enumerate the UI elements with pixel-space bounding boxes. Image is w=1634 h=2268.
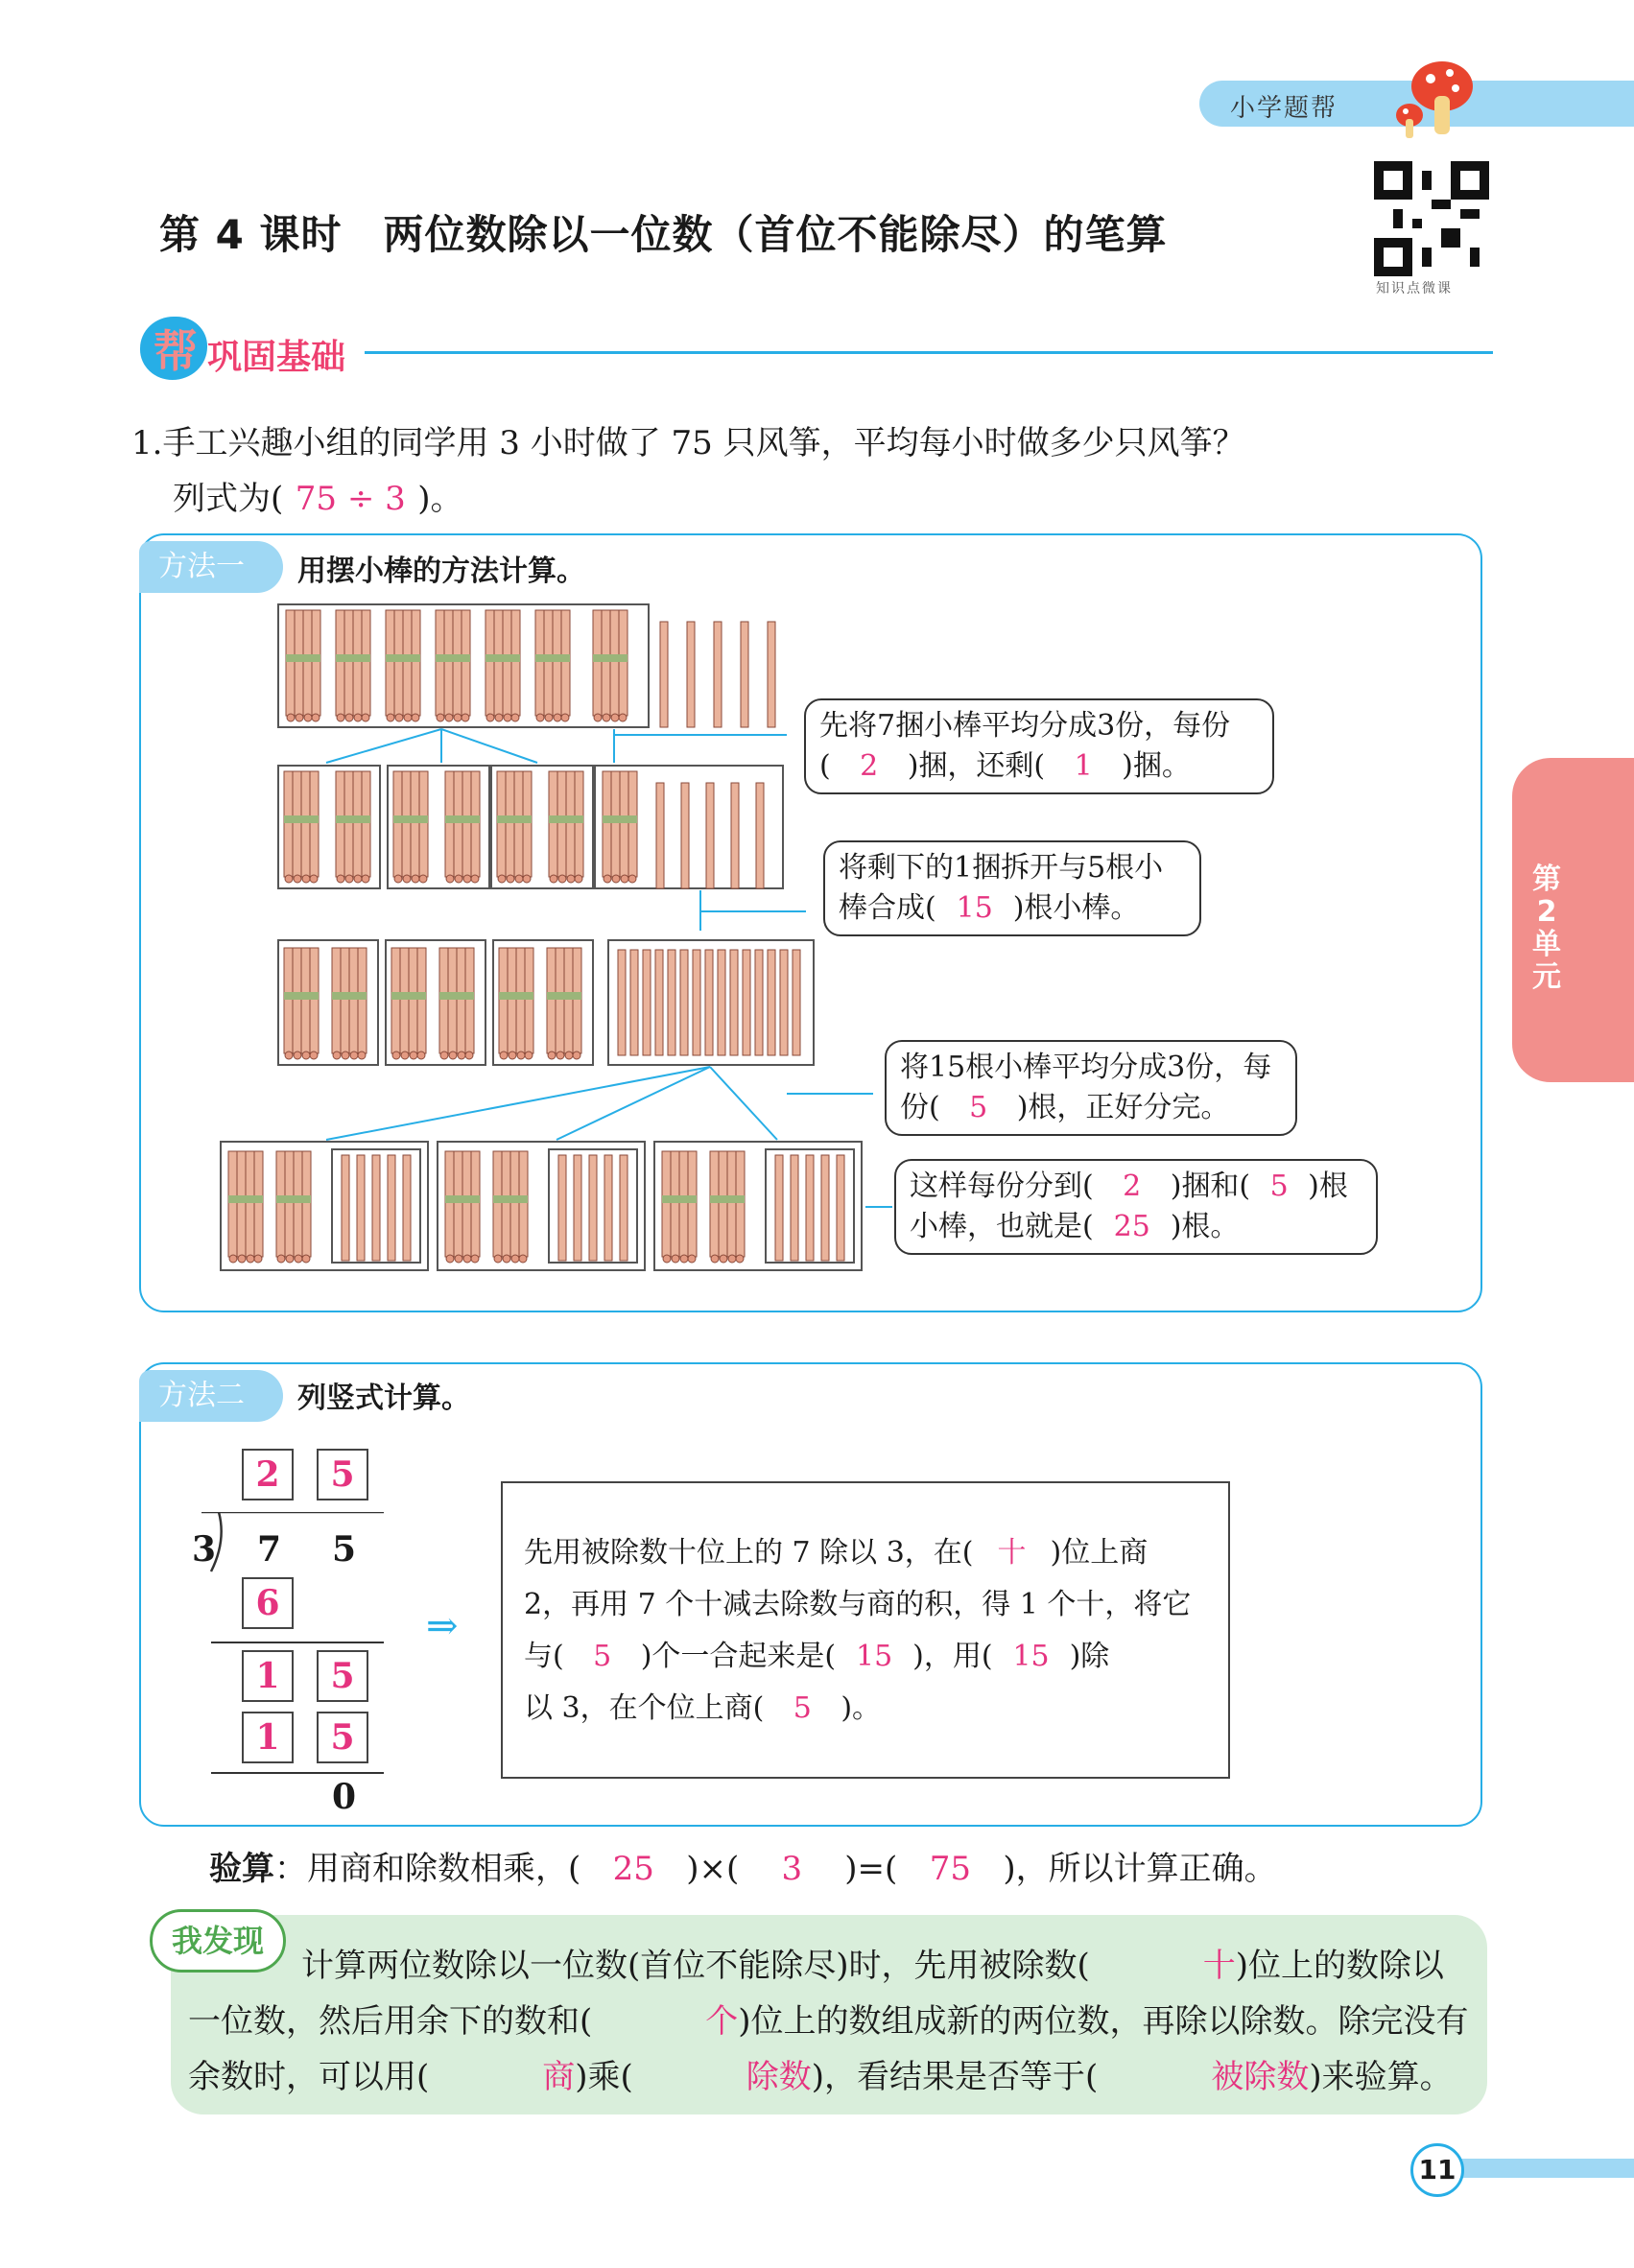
- answer-ones-quotient[interactable]: 5: [793, 1691, 812, 1725]
- page-band: [1439, 2159, 1634, 2178]
- method2-tab: 方法二: [139, 1370, 283, 1422]
- section-icon-char: 帮: [154, 325, 198, 377]
- unit-label: 第2单元: [1532, 862, 1561, 994]
- answer-sticks-each[interactable]: 5: [969, 1091, 988, 1124]
- method2-desc: 列竖式计算。: [297, 1382, 470, 1415]
- answer-sticks-share[interactable]: 5: [1269, 1169, 1289, 1203]
- check-line: 验算：用商和除数相乘，( 25 )×( 3 )=( 75 )，所以计算正确。: [209, 1850, 1277, 1888]
- answer-ones-count[interactable]: 5: [593, 1640, 612, 1673]
- step3-ones-box[interactable]: 5: [317, 1712, 368, 1763]
- answer-bundles-each[interactable]: 2: [860, 749, 879, 783]
- discover-badge: 我发现: [150, 1909, 286, 1973]
- answer-place-tens[interactable]: 十: [997, 1536, 1027, 1570]
- step3-tens-box[interactable]: 1: [242, 1712, 294, 1763]
- section-divider: [365, 351, 1493, 354]
- discover-tens[interactable]: 十: [1202, 1947, 1236, 1985]
- discover-divisor[interactable]: 除数: [746, 2058, 812, 2096]
- method1-desc: 用摆小棒的方法计算。: [297, 555, 585, 588]
- answer-divide-num[interactable]: 15: [1012, 1640, 1050, 1673]
- answer-sticks-total[interactable]: 15: [956, 891, 993, 925]
- page-number: 11: [1410, 2143, 1464, 2197]
- explain-box: 先用被除数十位上的 7 除以 3，在( 十 )位上商 2，再用 7 个十减去除数与商的积，得 1 个十，将它 与( 5 )个一合起来是( 15 )，用( 15 )除 以 3，在个位上商( 5 )。: [501, 1481, 1230, 1779]
- method1-tab: 方法一: [139, 541, 283, 593]
- step2-tens-box[interactable]: 1: [242, 1650, 294, 1702]
- mushroom-icon: [1396, 58, 1473, 144]
- discover-quotient[interactable]: 商: [542, 2058, 576, 2096]
- bubble-step1: 先将7捆小棒平均分成3份，每份 ( 2 )捆，还剩( 1 )捆。: [804, 698, 1274, 794]
- qr-code-icon[interactable]: [1374, 161, 1489, 276]
- discover-dividend[interactable]: 被除数: [1211, 2058, 1310, 2096]
- bubble-step4: 这样每份分到( 2 )捆和( 5 )根小棒，也就是( 25 )根。: [894, 1159, 1378, 1255]
- remainder: 0: [332, 1777, 357, 1817]
- discover-text: 计算两位数除以一位数(首位不能除尽)时，先用被除数( 十)位上的数除以一位数，然后用余下的数和( 个)位上的数组成新的两位数，再除以除数。除完没有余数时，可以用( 商)乘( 除数)，看结果是否等于( 被除数)来验算。: [188, 1938, 1474, 2105]
- dividend-tens: 7: [257, 1529, 282, 1570]
- answer-bundles-left[interactable]: 1: [1074, 749, 1093, 783]
- check-product[interactable]: 75: [929, 1850, 971, 1888]
- divisor: 3: [192, 1529, 217, 1570]
- brand-label: 小学题帮: [1230, 94, 1338, 123]
- question-formula: 列式为( 75 ÷ 3 )。: [173, 480, 463, 518]
- check-divisor[interactable]: 3: [781, 1850, 803, 1888]
- qr-label: 知识点微课: [1376, 281, 1453, 296]
- discover-ones[interactable]: 个: [705, 2002, 739, 2041]
- question-text: 1.手工兴趣小组的同学用 3 小时做了 75 只风筝，平均每小时做多少只风筝？: [131, 424, 1245, 462]
- answer-combined[interactable]: 15: [856, 1640, 893, 1673]
- check-quotient[interactable]: 25: [612, 1850, 654, 1888]
- quotient-tens-box[interactable]: 2: [242, 1449, 294, 1500]
- dividend-ones: 5: [332, 1529, 357, 1570]
- arrow-icon: ⇒: [426, 1604, 459, 1648]
- section-title: 巩固基础: [207, 338, 346, 377]
- quotient-ones-box[interactable]: 5: [317, 1449, 368, 1500]
- step2-ones-box[interactable]: 5: [317, 1650, 368, 1702]
- answer-bundles-share[interactable]: 2: [1123, 1169, 1142, 1203]
- bubble-step3: 将15根小棒平均分成3份，每份( 5 )根，正好分完。: [885, 1040, 1297, 1136]
- step1-product-box[interactable]: 6: [242, 1577, 294, 1629]
- bubble-step2: 将剩下的1捆拆开与5根小棒合成( 15 )根小棒。: [823, 840, 1201, 936]
- formula-answer[interactable]: 75 ÷ 3: [295, 480, 406, 518]
- answer-total-share[interactable]: 25: [1113, 1210, 1150, 1243]
- page-title: 第 4 课时 两位数除以一位数（首位不能除尽）的笔算: [159, 211, 1168, 258]
